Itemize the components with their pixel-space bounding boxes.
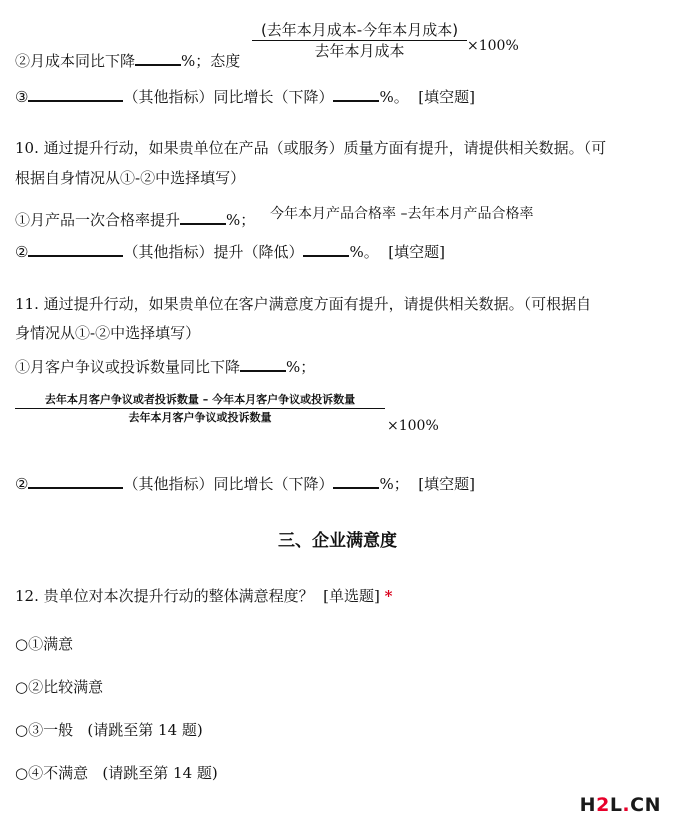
item-prefix: ③ [15, 88, 29, 106]
complaint-formula [15, 392, 385, 427]
complaint-formula-denominator: 去年本月客户争议或投诉数量 [128, 411, 272, 424]
q10-text-line1: 10. 通过提升行动，如果贵单位在产品（或服务）质量方面有提升，请提供相关数据。（可 [15, 139, 607, 157]
option-unsatisfied[interactable] [15, 762, 218, 783]
site-watermark-logo [580, 794, 661, 816]
other-indicator-input[interactable] [28, 473, 123, 489]
q10-text-line2: 根据自身情况从①-②中选择填写） [15, 169, 246, 187]
question-text: 12. 贵单位对本次提升行动的整体满意程度？ [15, 587, 314, 605]
option-label: ○①满意 [15, 635, 74, 653]
item-middle: （其他指标）提升（降低） [123, 243, 304, 261]
item-suffix: %。 [379, 88, 409, 106]
item-prefix: ②月成本同比下降 [15, 52, 136, 70]
q10-item-other [15, 241, 445, 262]
q9-item-cost [15, 50, 240, 71]
option-note: (请跳至第 14 题) [87, 721, 203, 739]
item-suffix: %； [286, 358, 316, 376]
q9-item-other [15, 86, 475, 107]
pass-rate-formula: 今年本月产品合格率 –去年本月产品合格率 [270, 206, 534, 222]
item-prefix: ② [15, 475, 29, 493]
required-mark: * [384, 587, 393, 605]
item-prefix: ①月产品一次合格率提升 [15, 211, 181, 229]
section-heading: 三、企业满意度 [278, 531, 397, 551]
other-percent-input[interactable] [333, 473, 379, 489]
cost-formula-multiplier: ×100% [467, 38, 519, 54]
q10-item-quality [15, 209, 255, 230]
cost-decrease-input[interactable] [135, 50, 181, 66]
complaint-formula-multiplier: ×100% [387, 418, 439, 434]
option-note: (请跳至第 14 题) [102, 764, 218, 782]
item-middle: （其他指标）同比增长（下降） [123, 475, 334, 493]
other-indicator-input[interactable] [28, 241, 123, 257]
watermark-text: H2L.CN [579, 794, 661, 816]
item-suffix: %； [379, 475, 409, 493]
question-type-tag: [填空题] [418, 475, 475, 493]
item-prefix: ② [15, 243, 29, 261]
option-satisfied[interactable] [15, 633, 73, 654]
item-suffix: %； [226, 211, 256, 229]
option-label: ○②比较满意 [15, 678, 104, 696]
other-indicator-input[interactable] [28, 86, 123, 102]
question-type-tag: [填空题] [388, 243, 445, 261]
cost-formula-numerator: (去年本月成本-今年本月成本) [260, 21, 459, 39]
question-type-tag: [填空题] [418, 88, 475, 106]
q12-question [15, 586, 393, 606]
item-suffix: %；态度 [181, 52, 241, 70]
item-middle: （其他指标）同比增长（下降） [123, 88, 334, 106]
complaint-decrease-input[interactable] [240, 356, 286, 372]
option-label: ○④不满意 [15, 764, 89, 782]
q11-text-line1: 11. 通过提升行动，如果贵单位在客户满意度方面有提升，请提供相关数据。（可根据自 [15, 295, 592, 313]
q11-item-complaints [15, 356, 315, 377]
question-type-tag: [单选题] [323, 587, 380, 605]
cost-formula [252, 20, 467, 61]
other-percent-input[interactable] [303, 241, 349, 257]
q11-item-other [15, 473, 475, 494]
item-prefix: ①月客户争议或投诉数量同比下降 [15, 358, 241, 376]
option-label: ○③一般 [15, 721, 74, 739]
option-fairly-satisfied[interactable] [15, 676, 103, 697]
complaint-formula-numerator: 去年本月客户争议或者投诉数量 – 今年本月客户争议或投诉数量 [44, 393, 356, 406]
other-percent-input[interactable] [333, 86, 379, 102]
option-average[interactable] [15, 719, 203, 740]
cost-formula-denominator: 去年本月成本 [314, 42, 405, 60]
item-suffix: %。 [349, 243, 379, 261]
q11-text-line2: 身情况从①-②中选择填写） [15, 324, 201, 342]
pass-rate-input[interactable] [180, 209, 226, 225]
